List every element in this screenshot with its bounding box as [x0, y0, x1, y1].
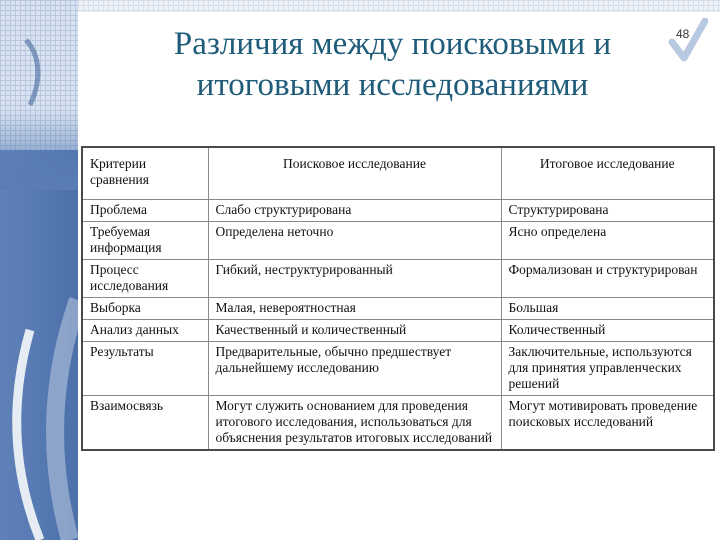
row-exploratory-value: Гибкий, неструктурированный — [208, 260, 501, 298]
row-exploratory-value: Определена неточно — [208, 222, 501, 260]
table-row — [82, 222, 714, 260]
row-criterion: Выборка — [82, 298, 208, 320]
row-criterion: Результаты — [82, 342, 208, 396]
row-exploratory-value: Предварительные, обычно предшествует дальнейшему исследованию — [208, 342, 501, 396]
row-criterion: Взаимосвязь — [82, 396, 208, 451]
table-row — [82, 320, 714, 342]
row-criterion: Анализ данных — [82, 320, 208, 342]
header-criteria: Критерии сравнения — [82, 147, 208, 200]
row-criterion: Проблема — [82, 200, 208, 222]
row-conclusive-value: Большая — [501, 298, 714, 320]
table-row — [82, 200, 714, 222]
table-row — [82, 298, 714, 320]
row-exploratory-value: Качественный и количественный — [208, 320, 501, 342]
row-conclusive-value: Ясно определена — [501, 222, 714, 260]
row-exploratory-value: Малая, невероятностная — [208, 298, 501, 320]
table-header-row — [82, 147, 714, 200]
slide-title-line-1: Различия между поисковыми и — [173, 26, 612, 62]
row-criterion: Требуемая информация — [82, 222, 208, 260]
slide-title-line-2: итоговыми исследованиями — [196, 67, 589, 103]
header-conclusive: Итоговое исследование — [501, 147, 714, 200]
top-grid-pattern — [78, 0, 720, 12]
row-conclusive-value: Структурирована — [501, 200, 714, 222]
row-exploratory-value: Могут служить основанием для проведения итогового исследования, использоваться для объяснения результатов итоговых исследований — [208, 396, 501, 451]
comparison-table — [81, 146, 715, 451]
slide-title — [95, 24, 690, 106]
row-criterion: Процесс исследования — [82, 260, 208, 298]
row-conclusive-value: Количественный — [501, 320, 714, 342]
row-exploratory-value: Слабо структурирована — [208, 200, 501, 222]
page-number: 48 — [676, 27, 690, 41]
side-decoration-band — [0, 0, 78, 540]
side-swirl-ornament — [0, 0, 78, 540]
header-exploratory: Поисковое исследование — [208, 147, 501, 200]
row-conclusive-value: Могут мотивировать проведение поисковых исследований — [501, 396, 714, 451]
row-conclusive-value: Формализован и структурирован — [501, 260, 714, 298]
table-row — [82, 396, 714, 451]
row-conclusive-value: Заключительные, используются для принятия управленческих решений — [501, 342, 714, 396]
table-row — [82, 342, 714, 396]
table-row — [82, 260, 714, 298]
